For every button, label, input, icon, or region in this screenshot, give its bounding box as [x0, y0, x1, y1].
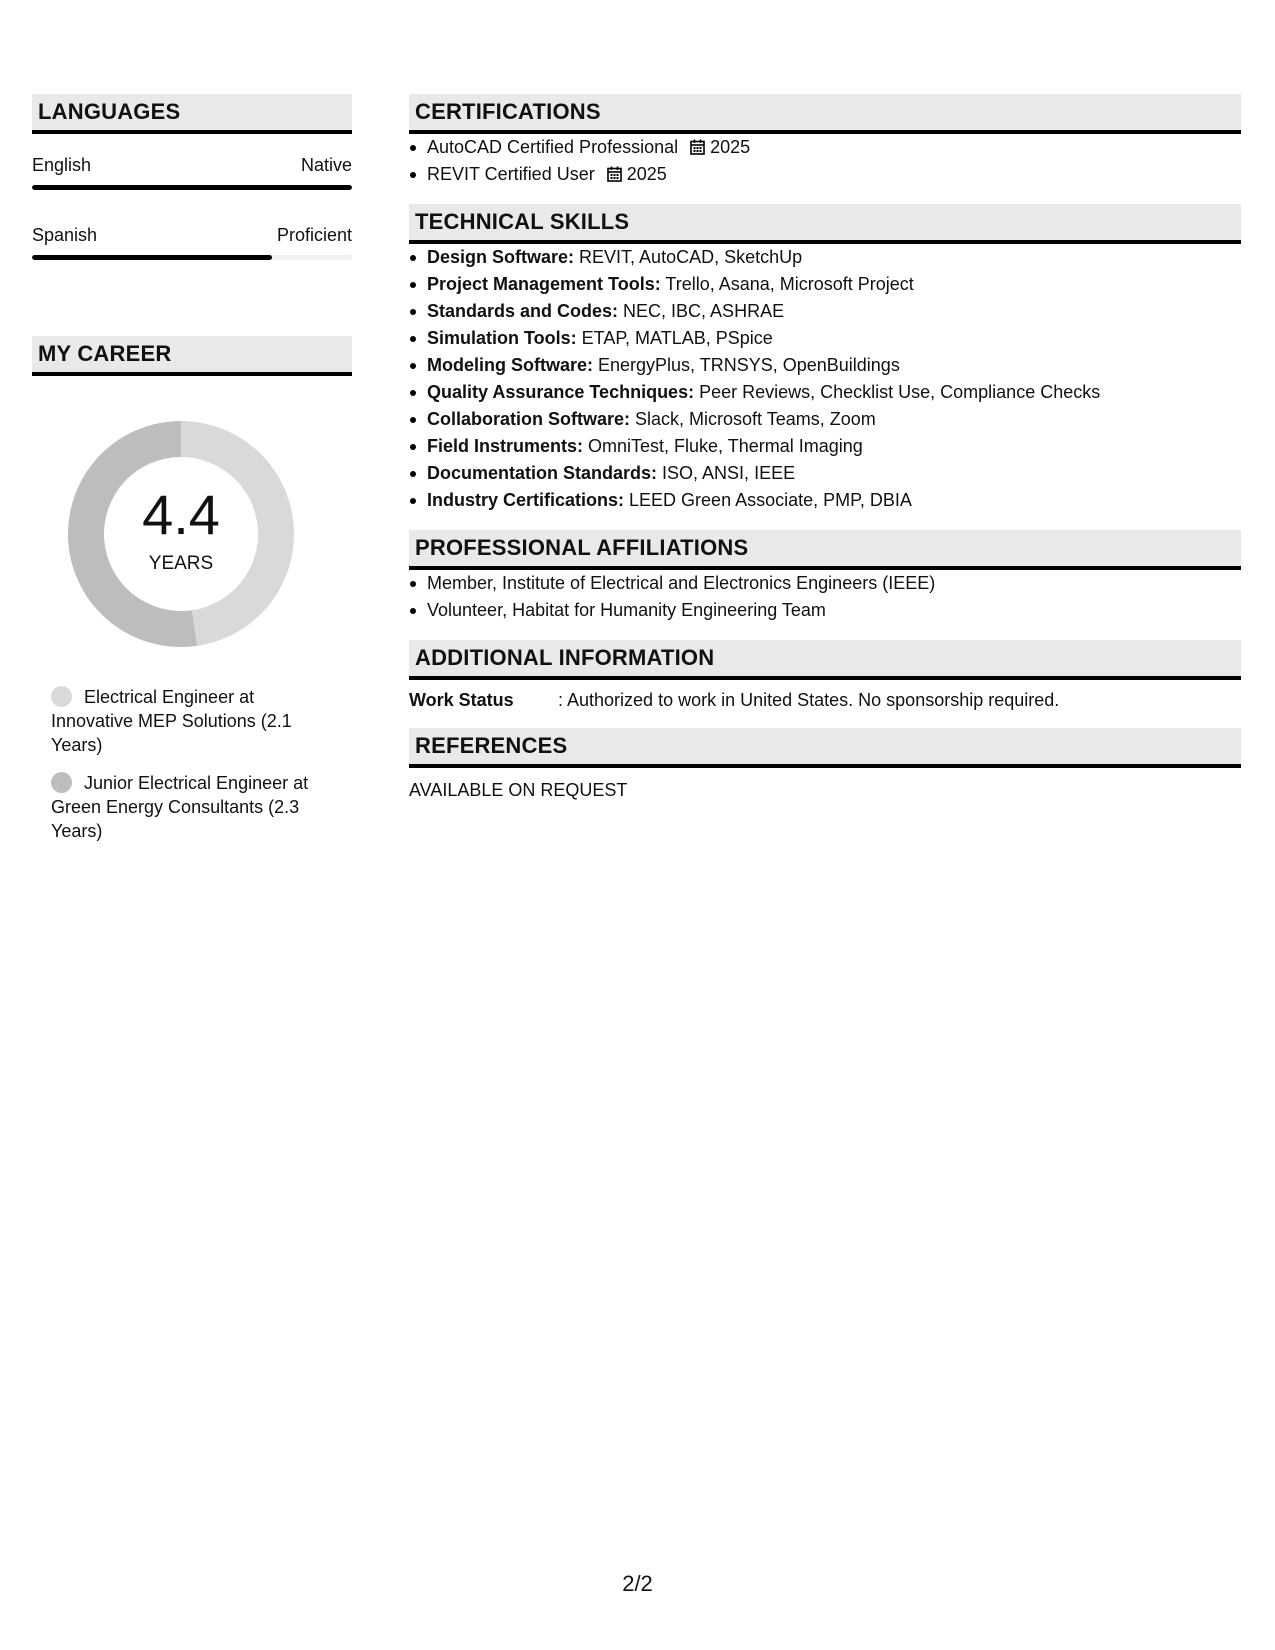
career-legend-label: Junior Electrical Engineer at Green Energy Consultants (2.3 Years) [51, 773, 309, 841]
language-item-english [32, 154, 352, 190]
right-column [409, 94, 1241, 802]
technical-skills-list [409, 244, 1241, 514]
certifications-section [409, 94, 1241, 188]
skill-values: Slack, Microsoft Teams, Zoom [630, 409, 876, 429]
skill-values: Trello, Asana, Microsoft Project [660, 274, 914, 294]
career-donut-center [66, 419, 296, 649]
affiliations-section [409, 530, 1241, 624]
skill-category: Standards and Codes: [427, 301, 619, 321]
skill-category: Quality Assurance Techniques: [427, 382, 695, 402]
calendar-icon [607, 166, 622, 182]
skill-values: EnergyPlus, TRNSYS, OpenBuildings [593, 355, 900, 375]
skill-values: Peer Reviews, Checklist Use, Compliance Checks [694, 382, 1101, 402]
references-text: AVAILABLE ON REQUEST [409, 780, 628, 800]
affiliation-item: Member, Institute of Electrical and Electronics Engineers (IEEE) [427, 570, 1241, 597]
left-column [32, 94, 352, 857]
career-legend-item [51, 685, 336, 757]
skill-item [427, 325, 1241, 352]
technical-skills-section [409, 204, 1241, 514]
certification-item [427, 134, 1241, 161]
certification-year: 2025 [710, 137, 751, 157]
languages-section [32, 94, 352, 260]
work-status-value: : Authorized to work in United States. No sponsorship required. [558, 690, 1060, 710]
skill-values: ETAP, MATLAB, PSpice [576, 328, 773, 348]
skill-item [427, 352, 1241, 379]
references-heading: REFERENCES [409, 728, 1241, 768]
skill-item [427, 379, 1241, 406]
skill-item [427, 271, 1241, 298]
skill-category: Collaboration Software: [427, 409, 631, 429]
skill-item [427, 460, 1241, 487]
skill-item [427, 487, 1241, 514]
page-number: 2/2 [622, 1571, 653, 1596]
language-name: English [32, 155, 92, 175]
skill-values: NEC, IBC, ASHRAE [618, 301, 785, 321]
language-name: Spanish [32, 225, 98, 245]
certification-name: REVIT Certified User [427, 164, 595, 184]
skill-item [427, 244, 1241, 271]
certification-item [427, 161, 1241, 188]
certification-year: 2025 [626, 164, 667, 184]
career-heading: MY CAREER [32, 336, 352, 376]
certifications-list [409, 134, 1241, 188]
affiliations-list [409, 570, 1241, 624]
skill-values: LEED Green Associate, PMP, DBIA [624, 490, 912, 510]
affiliation-item: Volunteer, Habitat for Humanity Engineering Team [427, 597, 1241, 624]
skill-values: OmniTest, Fluke, Thermal Imaging [583, 436, 863, 456]
certifications-heading: CERTIFICATIONS [409, 94, 1241, 134]
language-proficiency-fill [32, 185, 352, 190]
career-total-unit: YEARS [148, 553, 214, 574]
certification-name: AutoCAD Certified Professional [427, 137, 679, 157]
additional-info-section [409, 640, 1241, 712]
career-legend-item [51, 771, 336, 843]
skill-category: Design Software: [427, 247, 575, 267]
skill-category: Modeling Software: [427, 355, 593, 375]
language-proficiency-bar [32, 255, 352, 260]
work-status-label: Work Status [409, 690, 514, 710]
skill-category: Industry Certifications: [427, 490, 625, 510]
career-section [32, 336, 352, 843]
skill-values: REVIT, AutoCAD, SketchUp [574, 247, 803, 267]
career-donut-chart [66, 419, 296, 649]
references-section [409, 728, 1241, 802]
additional-info-heading: ADDITIONAL INFORMATION [409, 640, 1241, 680]
affiliations-heading: PROFESSIONAL AFFILIATIONS [409, 530, 1241, 570]
career-total-years: 4.4 [142, 483, 220, 546]
skill-category: Documentation Standards: [427, 463, 658, 483]
legend-dot-icon [51, 772, 72, 793]
language-level: Proficient [276, 225, 352, 245]
language-proficiency-bar [32, 185, 352, 190]
skill-category: Field Instruments: [427, 436, 584, 456]
legend-dot-icon [51, 686, 72, 707]
work-status-row [409, 688, 1241, 712]
skill-values: ISO, ANSI, IEEE [657, 463, 796, 483]
skill-item [427, 406, 1241, 433]
skill-category: Simulation Tools: [427, 328, 577, 348]
career-legend-label: Electrical Engineer at Innovative MEP Solutions (2.1 Years) [51, 687, 292, 755]
skill-item [427, 298, 1241, 325]
technical-skills-heading: TECHNICAL SKILLS [409, 204, 1241, 244]
skill-category: Project Management Tools: [427, 274, 661, 294]
language-item-spanish [32, 224, 352, 260]
skill-item [427, 433, 1241, 460]
career-legend [32, 685, 352, 843]
languages-heading: LANGUAGES [32, 94, 352, 134]
language-proficiency-fill [32, 255, 272, 260]
calendar-icon [690, 139, 705, 155]
language-level: Native [300, 155, 352, 175]
